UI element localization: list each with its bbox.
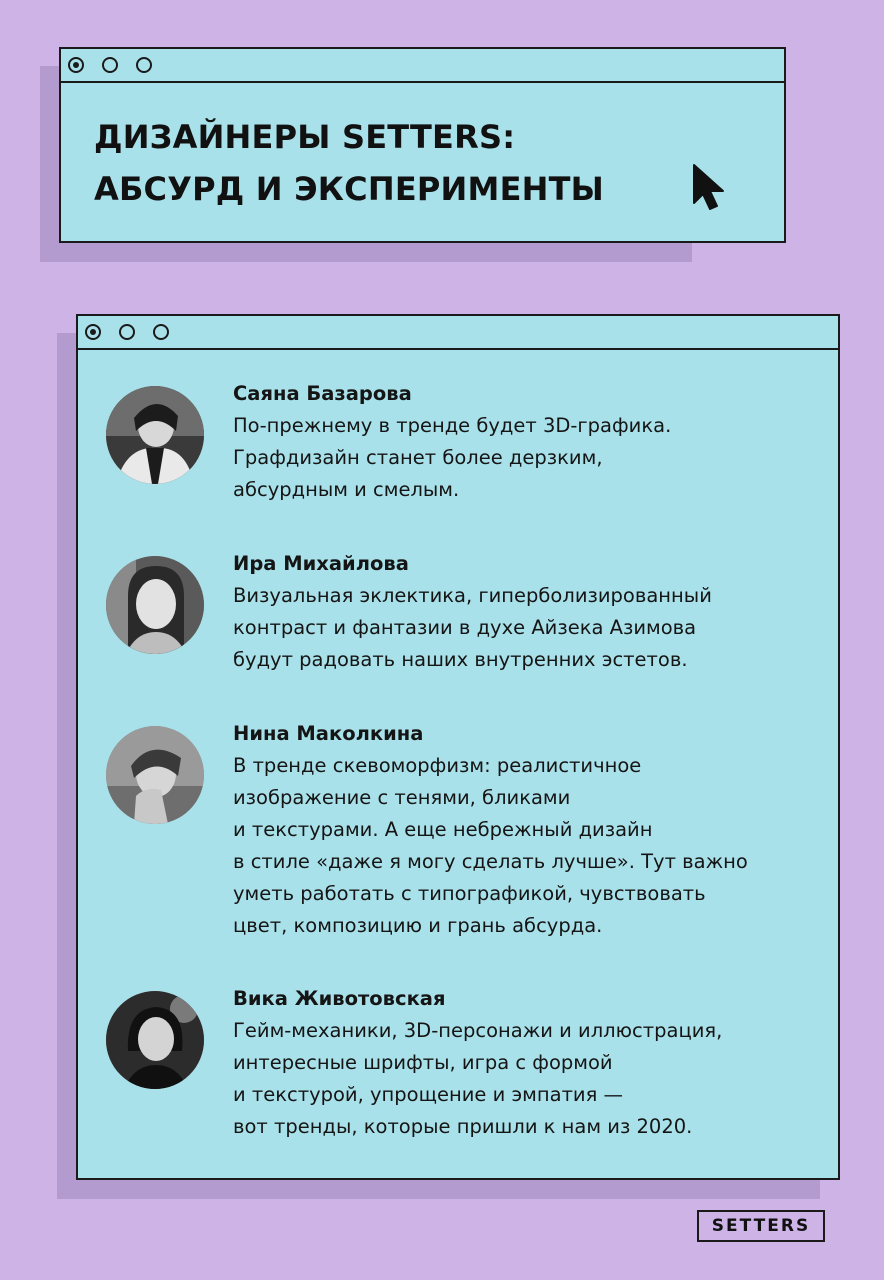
person-quote-line: в стиле «даже я могу сделать лучше». Тут важно (233, 850, 748, 873)
avatar (106, 991, 204, 1089)
person-text (233, 718, 828, 942)
title-window-titlebar (61, 49, 784, 83)
person-name: Вика Животовская (233, 987, 446, 1010)
person-name: Саяна Базарова (233, 382, 412, 405)
person-quote-line: цвет, композицию и грань абсурда. (233, 914, 603, 937)
person-text (233, 378, 828, 506)
content-window-titlebar (78, 316, 838, 350)
person-quote-line: В тренде скевоморфизм: реалистичное (233, 754, 642, 777)
person-quote-line: Визуальная эклектика, гиперболизированный (233, 584, 712, 607)
person-quote-line: Гейм-механики, 3D-персонажи и иллюстрация, (233, 1019, 723, 1042)
brand-logo: SETTERS (697, 1210, 825, 1242)
window-dot-icon[interactable] (68, 57, 84, 73)
person-name: Ира Михайлова (233, 552, 409, 575)
avatar (106, 386, 204, 484)
avatar (106, 726, 204, 824)
person-quote-line: и текстурами. А еще небрежный дизайн (233, 818, 653, 841)
person-quote-line: интересные шрифты, игра с формой (233, 1051, 613, 1074)
person-quote-line: уметь работать с типографикой, чувствовать (233, 882, 706, 905)
window-dot-icon[interactable] (119, 324, 135, 340)
window-dot-icon[interactable] (85, 324, 101, 340)
person-quote-line: абсурдным и смелым. (233, 478, 460, 501)
window-dot-icon[interactable] (153, 324, 169, 340)
person-quote-line: вот тренды, которые пришли к нам из 2020. (233, 1115, 693, 1138)
person-quote-line: Графдизайн станет более дерзким, (233, 446, 603, 469)
cursor-arrow-icon (691, 163, 727, 211)
person-quote-line: изображение с тенями, бликами (233, 786, 571, 809)
window-dot-icon[interactable] (102, 57, 118, 73)
avatar (106, 556, 204, 654)
person-quote-line: и текстурой, упрощение и эмпатия — (233, 1083, 624, 1106)
person-text (233, 983, 828, 1143)
person-text (233, 548, 828, 676)
person-quote-line: контраст и фантазии в духе Айзека Азимова (233, 616, 697, 639)
title-window (59, 47, 786, 243)
page-title-line: ДИЗАЙНЕРЫ SETTERS: (94, 118, 516, 156)
page-title (94, 111, 604, 215)
person-quote-line: будут радовать наших внутренних эстетов. (233, 648, 688, 671)
content-window (76, 314, 840, 1180)
person-name: Нина Маколкина (233, 722, 424, 745)
page-title-line: АБСУРД И ЭКСПЕРИМЕНТЫ (94, 170, 604, 208)
window-dot-icon[interactable] (136, 57, 152, 73)
person-quote-line: По-прежнему в тренде будет 3D-графика. (233, 414, 672, 437)
